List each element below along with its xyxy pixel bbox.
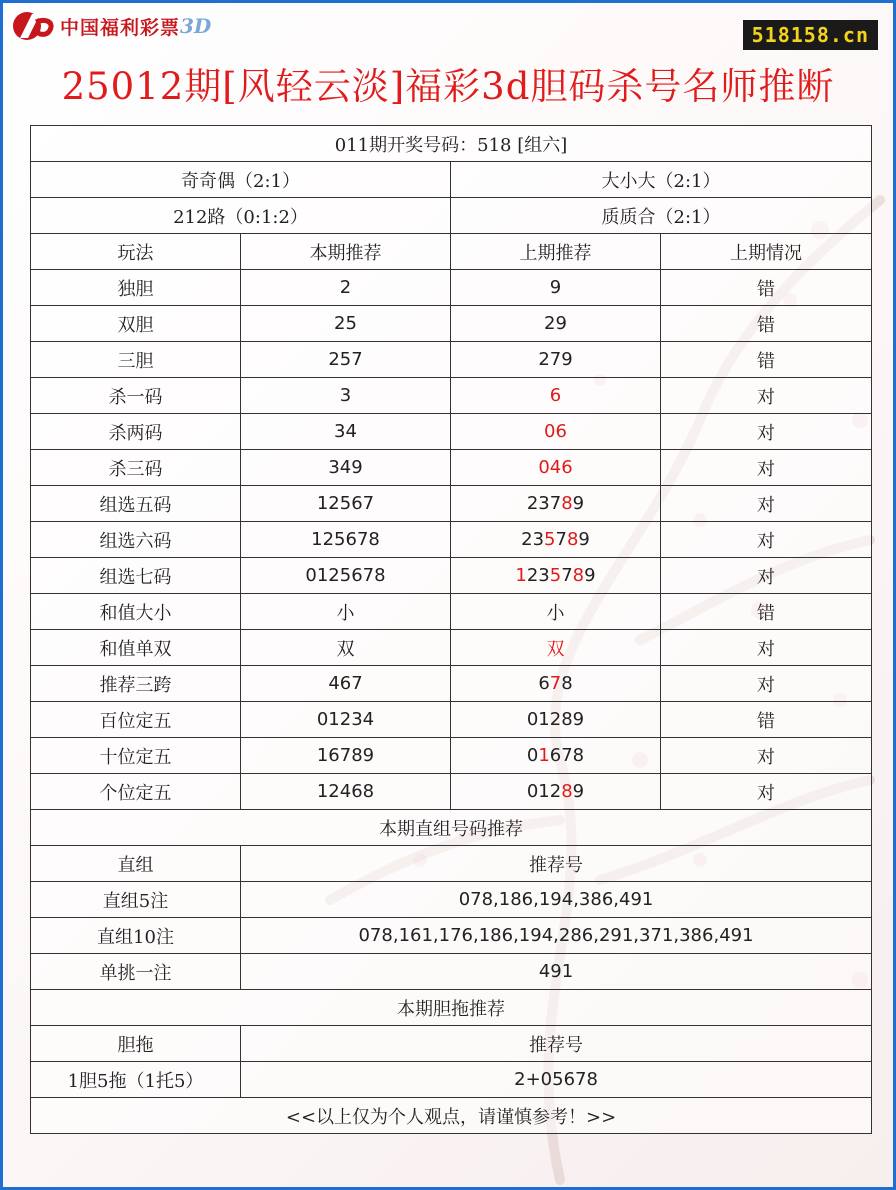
miss-digits: 23 [521, 529, 545, 550]
table-row [31, 270, 872, 306]
result-cell: 错 [661, 342, 872, 378]
hit-digits: 8 [566, 529, 579, 550]
table-row [31, 378, 872, 414]
previous-pick-cell [451, 702, 661, 738]
result-cell: 对 [661, 774, 872, 810]
logo-3d-mark: 3D [180, 14, 212, 38]
lottery-emblem-icon [10, 8, 56, 44]
current-pick-cell: 2 [241, 270, 451, 306]
table-row [31, 882, 872, 918]
play-type-cell: 组选五码 [31, 486, 241, 522]
table-row [31, 594, 872, 630]
section-title: 本期直组号码推荐 [31, 810, 872, 846]
miss-digits: 7 [555, 529, 567, 550]
miss-digits: 29 [544, 313, 567, 334]
column-header-row [31, 234, 872, 270]
previous-pick-cell [451, 630, 661, 666]
miss-digits: 6 [538, 673, 550, 694]
previous-pick-cell [451, 558, 661, 594]
result-cell: 错 [661, 594, 872, 630]
miss-digits: 01289 [526, 709, 585, 730]
hit-digits: 8 [561, 493, 573, 514]
hit-digits: 046 [538, 457, 573, 478]
previous-pick-cell [451, 450, 661, 486]
miss-digits: 012 [526, 781, 562, 802]
attr-row-2 [31, 198, 872, 234]
prime-cell: 质质合（2:1） [451, 198, 872, 234]
section-header: 胆拖 [31, 1026, 241, 1062]
play-type-cell: 个位定五 [31, 774, 241, 810]
result-cell: 对 [661, 450, 872, 486]
miss-digits: 9 [549, 277, 562, 298]
play-type-cell: 百位定五 [31, 702, 241, 738]
disclaimer-note: <<以上仅为个人观点，请谨慎参考！>> [31, 1098, 872, 1134]
column-header: 玩法 [31, 234, 241, 270]
result-cell: 错 [661, 306, 872, 342]
play-type-cell: 组选七码 [31, 558, 241, 594]
current-pick-cell: 125678 [241, 522, 451, 558]
play-type-cell: 杀一码 [31, 378, 241, 414]
table-row [31, 342, 872, 378]
play-type-cell: 组选六码 [31, 522, 241, 558]
column-header: 上期推荐 [451, 234, 661, 270]
attr-row-1 [31, 162, 872, 198]
table-row [31, 1062, 872, 1098]
pick-numbers-cell: 2+05678 [241, 1062, 872, 1098]
miss-digits: 9 [572, 493, 585, 514]
current-pick-cell: 0125678 [241, 558, 451, 594]
section-title-row [31, 990, 872, 1026]
current-pick-cell: 257 [241, 342, 451, 378]
play-type-cell: 三胆 [31, 342, 241, 378]
previous-pick-cell [451, 594, 661, 630]
hit-digits: 5 [544, 529, 556, 550]
result-cell: 对 [661, 414, 872, 450]
miss-digits: 小 [546, 602, 565, 624]
column-header: 上期情况 [661, 234, 872, 270]
play-type-cell: 独胆 [31, 270, 241, 306]
table-row [31, 738, 872, 774]
previous-pick-cell [451, 486, 661, 522]
size-cell: 大小大（2:1） [451, 162, 872, 198]
previous-pick-cell [451, 342, 661, 378]
hit-digits: 双 [546, 638, 565, 660]
table-row [31, 954, 872, 990]
play-type-cell: 杀三码 [31, 450, 241, 486]
route-cell: 212路（0:1:2） [31, 198, 451, 234]
table-row [31, 414, 872, 450]
hit-digits: 7 [549, 673, 562, 694]
section-header: 推荐号 [241, 846, 872, 882]
table-row [31, 630, 872, 666]
pick-type-cell: 单挑一注 [31, 954, 241, 990]
play-type-cell: 双胆 [31, 306, 241, 342]
section-title-row [31, 810, 872, 846]
section-header-row [31, 1026, 872, 1062]
last-draw-cell: 011期开奖号码：518 [组六] [31, 126, 872, 162]
hit-digits: 8 [561, 781, 573, 802]
pick-numbers-cell: 078,161,176,186,194,286,291,371,386,491 [241, 918, 872, 954]
footer-row [31, 1098, 872, 1134]
result-cell: 对 [661, 630, 872, 666]
play-type-cell: 十位定五 [31, 738, 241, 774]
last-draw-row [31, 126, 872, 162]
result-cell: 对 [661, 666, 872, 702]
pick-type-cell: 直组5注 [31, 882, 241, 918]
table-row [31, 558, 872, 594]
current-pick-cell: 34 [241, 414, 451, 450]
result-cell: 对 [661, 486, 872, 522]
section-header-row [31, 846, 872, 882]
result-cell: 对 [661, 738, 872, 774]
table-row [31, 450, 872, 486]
play-type-cell: 推荐三跨 [31, 666, 241, 702]
hit-digits: 1 [538, 745, 550, 766]
column-header: 本期推荐 [241, 234, 451, 270]
logo-text: 中国福利彩票 [60, 16, 181, 39]
table-row [31, 486, 872, 522]
current-pick-cell: 12567 [241, 486, 451, 522]
current-pick-cell: 小 [241, 594, 451, 630]
section-header: 直组 [31, 846, 241, 882]
current-pick-cell: 双 [241, 630, 451, 666]
previous-pick-cell [451, 378, 661, 414]
current-pick-cell: 3 [241, 378, 451, 414]
result-cell: 错 [661, 702, 872, 738]
table-row [31, 774, 872, 810]
previous-pick-cell [451, 522, 661, 558]
miss-digits: 678 [549, 745, 585, 766]
pick-type-cell: 直组10注 [31, 918, 241, 954]
section-title: 本期胆拖推荐 [31, 990, 872, 1026]
miss-digits: 8 [561, 673, 573, 694]
table-row [31, 306, 872, 342]
section-header: 推荐号 [241, 1026, 872, 1062]
pick-numbers-cell: 491 [241, 954, 872, 990]
previous-pick-cell [451, 774, 661, 810]
previous-pick-cell [451, 270, 661, 306]
current-pick-cell: 16789 [241, 738, 451, 774]
current-pick-cell: 467 [241, 666, 451, 702]
hit-digits: 5 [549, 565, 562, 586]
result-cell: 对 [661, 378, 872, 414]
miss-digits: 9 [584, 565, 596, 586]
miss-digits: 9 [578, 529, 590, 550]
play-type-cell: 和值单双 [31, 630, 241, 666]
previous-pick-cell [451, 738, 661, 774]
table-row [31, 918, 872, 954]
parity-cell: 奇奇偶（2:1） [31, 162, 451, 198]
current-pick-cell: 349 [241, 450, 451, 486]
previous-pick-cell [451, 414, 661, 450]
result-cell: 对 [661, 522, 872, 558]
page-title: 25012期[风轻云淡]福彩3d胆码杀号名师推断 [61, 65, 835, 108]
current-pick-cell: 12468 [241, 774, 451, 810]
hit-digits: 6 [549, 385, 562, 406]
play-type-cell: 和值大小 [31, 594, 241, 630]
miss-digits: 279 [538, 349, 573, 370]
site-badge: 518158.cn [743, 20, 878, 50]
play-type-cell: 杀两码 [31, 414, 241, 450]
table-row [31, 702, 872, 738]
table-row [31, 666, 872, 702]
pick-numbers-cell: 078,186,194,386,491 [241, 882, 872, 918]
pick-type-cell: 1胆5拖（1托5） [31, 1062, 241, 1098]
current-pick-cell: 25 [241, 306, 451, 342]
miss-digits: 7 [561, 565, 573, 586]
welfare-lottery-logo [10, 8, 211, 44]
prediction-table [30, 125, 872, 1134]
hit-digits: 8 [572, 565, 585, 586]
miss-digits: 9 [572, 781, 585, 802]
previous-pick-cell [451, 666, 661, 702]
hit-digits: 1 [515, 565, 527, 586]
previous-pick-cell [451, 306, 661, 342]
miss-digits: 237 [526, 493, 562, 514]
miss-digits: 0 [526, 745, 539, 766]
result-cell: 错 [661, 270, 872, 306]
miss-digits: 23 [526, 565, 550, 586]
current-pick-cell: 01234 [241, 702, 451, 738]
result-cell: 对 [661, 558, 872, 594]
table-row [31, 522, 872, 558]
hit-digits: 06 [544, 421, 567, 442]
